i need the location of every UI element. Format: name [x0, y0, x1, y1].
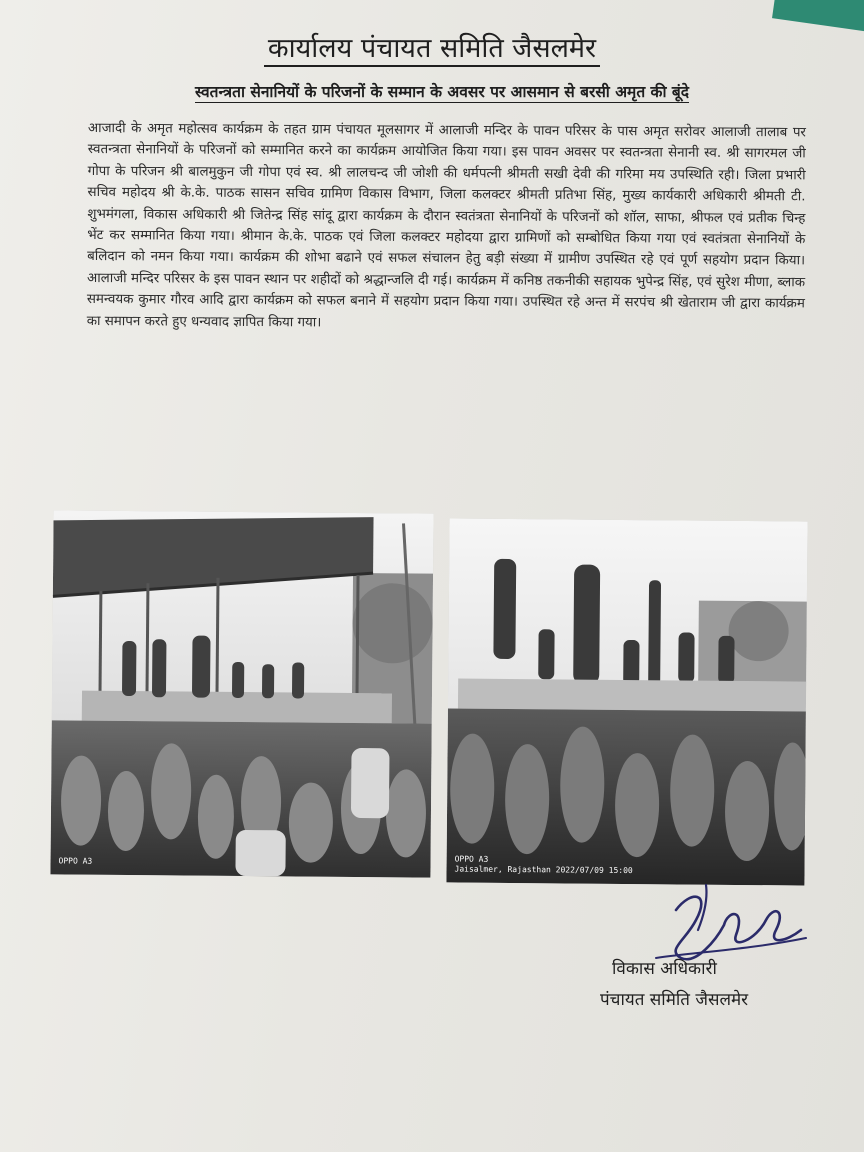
signatory-office: पंचायत समिति जैसलमेर: [600, 990, 749, 1010]
camera-stamp-right-model: OPPO A3: [454, 854, 489, 864]
report-body: आजादी के अमृत महोत्सव कार्यक्रम के तहत ग्राम पंचायत मूलसागर में आलाजी मन्दिर के पावन परिसर के पास अमृत सरोवर आलाजी तालाब पर स्वतन्त्रता सेनानियों के परिजनों को सम्मानित करने का कार्यक्रम आयोजित किया गया। इस पावन अवसर पर स्वतन्त्रता सेनानी स्व. श्री सागरमल जी गोपा के परिजन श्री बालमुकुन जी गोपा एवं स्व. श्री लालचन्द जी जोशी की धर्मपत्नी श्रीमती सखी देवी की गरिमा मय उपस्थिति रही। जिला प्रभारी सचिव महोदय श्री के.के. पाठक सासन सचिव ग्रामिण विकास विभाग, जिला कलक्टर श्रीमती प्रतिभा सिंह, मुख्य कार्यकारी अधिकारी श्रीमती टी. शुभमंगला, विकास अधिकारी श्री जितेन्द्र सिंह सांदू द्वारा कार्यक्रम के दौरान स्वतंत्रता सेनानियों के परिजनों को शॉल, साफा, श्रीफल एवं प्रतीक चिन्ह भेंट कर सम्मानित किया गया। श्रीमान के.के. पाठक एवं जिला कलक्टर महोदया द्वारा ग्रामिणों को सम्बोधित किया गया एवं स्वतंत्रता सेनानियों के बलिदान को नमन किया गया। कार्यक्रम की शोभा बढाने एवं सफल संचालन हेतु बड़ी संख्या में ग्रामीण उपस्थित रहे एवं पूर्ण सहयोग प्रदान किया। आलाजी मन्दिर परिसर के इस पावन स्थान पर शहीदों को श्रद्धान्जलि दी गई। कार्यक्रम में कनिष्ठ तकनीकी सहायक भुपेन्द्र सिंह, एवं सुरेश मीणा, ब्लाक समन्वयक कुमार गौरव आदि द्वारा कार्यक्रम को सफल बनाने में सहयोग प्रदान किया गया। उपस्थित रहे अन्त में सरपंच श्री खेताराम जी द्वारा कार्यक्रम का समापन करते हुए धन्यवाद ज्ञापित किया गया।: [86, 120, 806, 331]
news-headline-text: स्वतन्त्रता सेनानियों के परिजनों के सम्मान के अवसर पर आसमान से बरसी अमृत की बूंदे: [195, 83, 689, 101]
office-heading: [0, 28, 864, 65]
office-heading-text: कार्यालय पंचायत समिति जैसलमेर: [264, 33, 600, 67]
camera-stamp-right-location: Jaisalmer, Rajasthan 2022/07/09 15:00: [454, 864, 633, 876]
signatory-designation: विकास अधिकारी: [612, 959, 717, 979]
event-photo-left-image: [50, 510, 433, 877]
news-headline: [60, 80, 824, 102]
event-photo-right-image: [446, 518, 807, 885]
event-photo-left: [50, 510, 433, 877]
camera-stamp-left: OPPO A3: [58, 856, 93, 866]
camera-stamp-right: [454, 855, 632, 877]
event-photo-right: [446, 518, 807, 885]
